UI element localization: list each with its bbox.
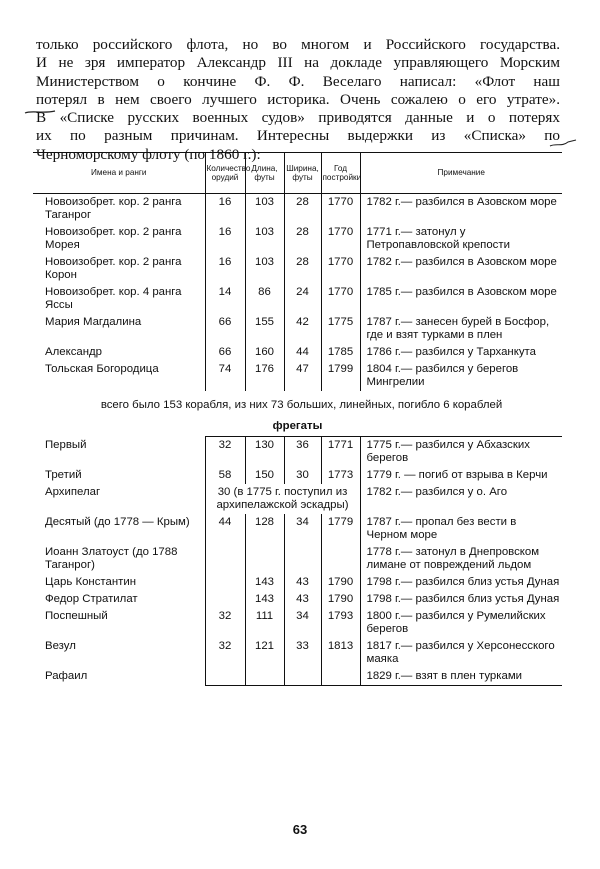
table-row [33,514,562,544]
ship-name: Новоизобрет. кор. 4 ранга Яссы [45,286,182,311]
ship-note: 1782 г.— разбился в Азовском море [360,254,562,284]
ship-year [321,668,360,686]
ship-guns [205,668,245,686]
ship-name: Иоанн Златоуст (до 1788 Таганрог) [45,546,178,571]
ship-year: 1770 [321,284,360,314]
ship-length: 103 [245,194,284,225]
ship-guns: 74 [205,361,245,391]
ship-length: 160 [245,344,284,361]
ship-note: 1800 г.— разбился у Румелийских берегов [360,608,562,638]
ship-name: Везул [45,640,76,652]
ship-note: 1817 г.— разбился у Херсонесского маяка [360,638,562,668]
header-note: Примечание [360,153,562,194]
page-number: 63 [292,822,308,837]
table-row [33,608,562,638]
ship-year: 1799 [321,361,360,391]
ship-guns: 16 [205,254,245,284]
ship-width: 43 [284,574,321,591]
pencil-margin-mark [548,137,578,149]
ship-width: 24 [284,284,321,314]
intro-line: И не зря император Александр III на докладе управляющего Морским [36,54,560,72]
ship-width: 30 [284,467,321,484]
ship-guns [205,591,245,608]
table-row [33,437,562,468]
ship-name: Рафаил [45,670,88,682]
ship-guns: 66 [205,344,245,361]
ship-guns [205,574,245,591]
ship-year [321,544,360,574]
ship-name: Тольская Богородица [45,363,159,375]
ship-name: Федор Стратилат [45,593,138,605]
ship-name: Первый [45,438,87,451]
table-row [33,591,562,608]
ship-length: 121 [245,638,284,668]
ship-length: 111 [245,608,284,638]
ship-note: 1798 г.— разбился близ устья Дуная [360,574,562,591]
ship-note: 1798 г.— разбился близ устья Дуная [360,591,562,608]
ship-width: 44 [284,344,321,361]
intro-line: потерял в нем своего лучшего историка. Очень сожалею о его утрате». [36,90,560,108]
ship-note: 1787 г.— занесен бурей в Босфор, где и взят турками в плен [360,314,562,344]
ship-name: Новоизобрет. кор. 2 ранга Корон [45,256,182,281]
ship-length [245,668,284,686]
ship-losses-table [33,152,562,686]
ship-width: 36 [284,437,321,468]
ship-guns: 66 [205,314,245,344]
ship-name: Царь Константин [45,576,136,588]
ship-note: 1786 г.— разбился у Тарханкута [360,344,562,361]
intro-line: Черноморскому флоту (по 1860 г.): [36,145,261,163]
table-row [33,254,562,284]
ship-length: 128 [245,514,284,544]
ship-guns: 14 [205,284,245,314]
table-row [33,361,562,391]
ship-year: 1813 [321,638,360,668]
ship-guns: 32 [205,608,245,638]
ship-width: 28 [284,224,321,254]
ship-year: 1790 [321,574,360,591]
ships-summary: всего было 153 корабля, из них 73 больших, линейных, погибло 6 кораблей [100,399,503,411]
pencil-underline-mark [24,109,56,115]
ship-length: 155 [245,314,284,344]
table-row [33,484,562,514]
ship-year: 1785 [321,344,360,361]
ship-guns: 16 [205,194,245,225]
ship-year: 1779 [321,514,360,544]
table-row [33,574,562,591]
ship-length: 103 [245,254,284,284]
table-row [33,194,562,225]
summary-row [33,391,562,416]
ship-name: Архипелаг [45,486,101,498]
ship-length: 103 [245,224,284,254]
ship-width: 34 [284,514,321,544]
ship-year: 1773 [321,467,360,484]
intro-line: только российского флота, но во многом и Российского государства. [36,36,560,53]
ship-year: 1793 [321,608,360,638]
intro-line: их по разным причинам. Интересны выдержки из «Списка» по [36,127,560,145]
table-row [33,668,562,686]
ship-note: 1779 г. — погиб от взрыва в Керчи [360,467,562,484]
intro-paragraph [36,36,560,164]
table-row [33,344,562,361]
table-row [33,544,562,574]
header-guns: Количество орудий [205,153,245,194]
intro-line: Министерством о кончине Ф. Ф. Веселаго написал: «Флот наш [36,72,560,90]
ship-guns: 44 [205,514,245,544]
ship-width: 28 [284,254,321,284]
ship-length: 143 [245,591,284,608]
ship-note: 1771 г.— затонул у Петропавловской крепости [360,224,562,254]
ship-year: 1770 [321,194,360,225]
ship-guns: 32 [205,437,245,468]
ship-year: 1790 [321,591,360,608]
ship-length: 176 [245,361,284,391]
table-row [33,224,562,254]
ship-name: Новоизобрет. кор. 2 ранга Таганрог [45,196,182,221]
table-row [33,638,562,668]
ship-guns: 16 [205,224,245,254]
ship-length: 86 [245,284,284,314]
ship-name: Десятый (до 1778 — Крым) [45,516,190,528]
header-width: Ширина, футы [284,153,321,194]
ship-width: 28 [284,194,321,225]
ship-note: 1775 г.— разбился у Абхазских берегов [360,437,562,468]
header-length: Длина, футы [245,153,284,194]
ship-length: 150 [245,467,284,484]
ship-name: Мария Магдалина [45,316,142,328]
table-header-row [33,153,562,194]
ship-guns: 58 [205,467,245,484]
ship-name: Третий [45,469,82,481]
ship-width: 42 [284,314,321,344]
ship-year: 1770 [321,224,360,254]
ship-merged-note: 30 (в 1775 г. поступил из архипелажской эскадры) [205,484,360,514]
frigates-title: фрегаты [272,420,323,432]
ship-name: Поспешный [45,610,108,622]
ship-length: 143 [245,574,284,591]
ship-name: Александр [45,346,102,358]
ship-width: 34 [284,608,321,638]
ship-width [284,544,321,574]
ship-year: 1775 [321,314,360,344]
ship-note: 1782 г.— разбился у о. Аго [360,484,562,514]
ship-width: 33 [284,638,321,668]
table-row [33,467,562,484]
ship-year: 1770 [321,254,360,284]
ship-guns: 32 [205,638,245,668]
ship-width: 47 [284,361,321,391]
intro-line: В «Списке русских военных судов» приводятся данные и о потерях [36,109,560,127]
section-row [33,416,562,437]
ship-length: 130 [245,437,284,468]
table-row [33,314,562,344]
ship-year: 1771 [321,437,360,468]
ship-note: 1778 г.— затонул в Днепровском лимане от повреждений льдом [360,544,562,574]
ship-width [284,668,321,686]
ship-length [245,544,284,574]
ship-width: 43 [284,591,321,608]
header-names: Имена и ранги [33,153,205,194]
ship-note: 1787 г.— пропал без вести в Черном море [360,514,562,544]
ship-guns [205,544,245,574]
ship-note: 1829 г.— взят в плен турками [360,668,562,686]
ship-note: 1785 г.— разбился в Азовском море [360,284,562,314]
header-year: Год постройки [321,153,360,194]
ship-note: 1804 г.— разбился у берегов Мингрелии [360,361,562,391]
table-row [33,284,562,314]
ship-note: 1782 г.— разбился в Азовском море [360,194,562,225]
ship-name: Новоизобрет. кор. 2 ранга Морея [45,226,182,251]
